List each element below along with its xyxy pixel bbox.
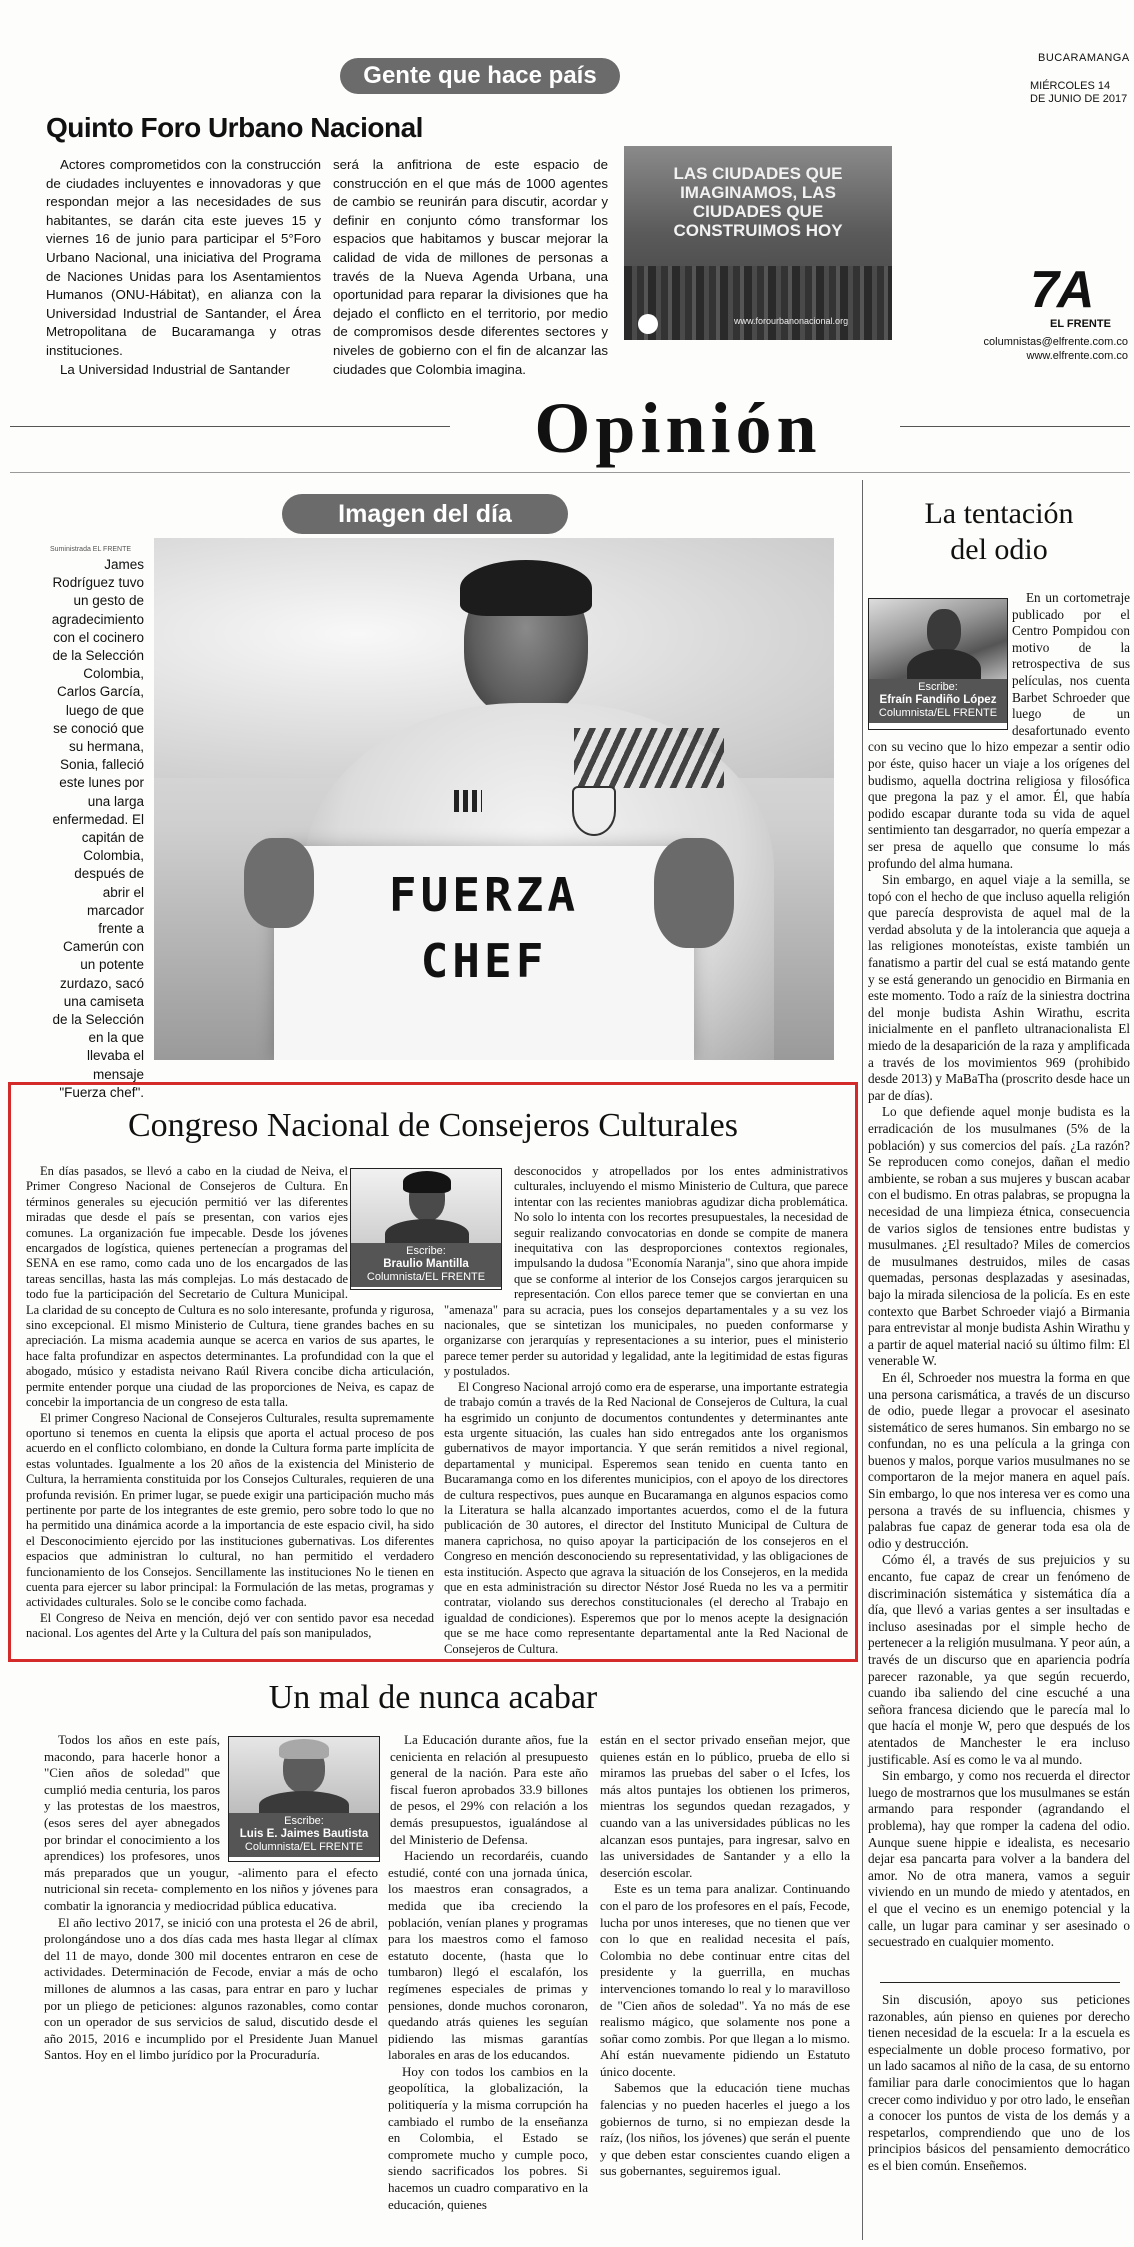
congreso-right-p2: El Congreso Nacional arrojó como era de esperarse, una importante estrategia de trabajo común a través de la Red Nacional de Consejeros de Cultura, la cual ha esgrimido un conjunto de documentos contundentes y determinantes ante esta urgente situación, las cuales han sido entregados ante los organismos gubernativos de mayor importancia. Y que serán remitidos a nivel regional, departamental y municipal. Esperemos sean tenido en cuenta tanto en Bucaramanga como en los diferentes municipios, con el apoyo de los directores de cultura respectivos, pues aunque en Bucaramanga en algunos espacios como la Literatura se halla alcanzado importantes acuerdos, como el de la futura publicación de 30 autores, el director del Instituto Municipal de Cultura de manera caprichosa, no quiso apoyar la participación de los consejeros en el Congreso en mención desconociendo su representatividad, y las obligaciones de esta institución. Aspecto que agrava la situación de los Consejeros, en la medida que en esta administración su director Néstor José Rueda no les va a permitir contratar, violando sus derechos constitucionales (el derecho al Trabajo en igualdad de condiciones). Esperemos que por lo menos acepte la designación que se me hace como representante departamental ante la Red Nacional de Consejeros de Cultura. <box>444 1379 848 1656</box>
tentacion-p6: Sin embargo, y como nos recuerda el director luego de mostrarnos que los musulmanes se están armando para responder (agrandando el problema), hay que romper la cadena del odio. Aunque suene hippie e idealista, es necesario dejar esa pancarta para volver a la bandera del amor. No de otra manera, vamos a seguir viviendo en un mundo de miedo y atentados, en el que el vecino es un enemigo potencial y la calle, un lugar para caminar y ser asesinado o secuestrado en cualquier momento. <box>868 1768 1130 1950</box>
column-divider <box>862 480 863 2240</box>
congreso-left-p2: El primer Congreso Nacional de Consejeros Culturales, resulta supremamente oportuno si tenemos en cuenta la elipsis que aporta el actual proceso de pos acuerdo en el conflicto colombiano, en donde la Cultura forma parte implícita de estas voluntades. Igualmente a los 20 años de la existencia del Ministerio de Cultura, la herramienta constituida por los Consejos Culturales, requieren de una profunda revisión. En primer lugar, se puede exigir una participación mucho más pertinente por parte de los integrantes de este gremio, pero sobre todo lo que no ha permitido una dinámica acorde a la importancia de este espacio civil, ha sido el Desconocimiento ejercido por las instituciones gubernativas. Los diferentes espacios que administran lo cultural, no han permitido el verdadero funcionamiento de los Consejos. Sencillamente las instituciones No le tienen en cuenta para ejercer su labor principal: la Formulación de las metas, programas y actividades culturales. Solo se le concibe como fachada. <box>26 1410 434 1610</box>
tentacion-body <box>868 590 1130 1951</box>
date-line-2: DE JUNIO DE 2017 <box>1030 93 1128 105</box>
mal-c1-p2: El año lectivo 2017, se inició con una protesta el 26 de abril, prolongándose uno a dos días cada mes hasta llegar al clímax del 11 de mayo, donde 300 mil docentes entraron en cese de actividades. Determinación de Fecode, enviar a más de ocho millones de alumnos a las casas, para entrar en paro y luchar por un pliego de peticiones: algunos razonables, como contar con un operador de sus servicios de salud, discutido desde el año 2015, 2016 e incumplido por el Presidente Juan Manuel Santos. Hoy en el limbo jurídico por la Procuraduría. <box>44 1914 378 2063</box>
congreso-left-p3: El Congreso de Neiva en mención, dejó ver con sentido pavor esa necedad nacional. Los agentes del Arte y la Cultura del país son manipulados, <box>26 1610 434 1641</box>
tentacion-title <box>868 496 1130 568</box>
congreso-left-column <box>26 1164 434 1642</box>
columnist-email[interactable]: columnistas@elfrente.com.co <box>983 336 1128 348</box>
mal-author-name: Luis E. Jaimes Bautista <box>239 1828 369 1840</box>
congreso-right-column <box>444 1164 848 1657</box>
forum-poster <box>624 146 892 340</box>
newspaper-name: EL FRENTE <box>1050 318 1111 330</box>
mal-title: Un mal de nunca acabar <box>268 1679 598 1716</box>
congreso-right-p1: desconocidos y atropellados por los entes administrativos culturales, incluyendo el mismo Ministerio de Cultura, que parece intentar con las recientes maniobras agudizar dicha problemática. No solo lo intenta con los recortes presupuestales, la necesidad de seguir realizando convocatorias en donde se compite de manera inequitativa con las desproporciones contextos regionales, impulsando la dudosa "Economía Naranja", sino que ahora impide que se conforme al interior de los Consejos cargos jerarquicen su representación. Con ellos parece temer que se conviertan en una "amenaza" para su acracia, pues los consejos departamentales y a su vez los nacionales, que se sintetizan los municipales, no pueden conformarse y organizarse con jerarquías y representaciones a su interior, pues el ministerio parece temer perder su autoridad y legalidad, ante la legitimidad de estas figuras y postulados. <box>444 1164 848 1379</box>
tentacion-p2: Sin embargo, en aquel viaje a la semilla, se topó con el hecho de que incluso aquella religión que parecía desprovista de aquel mal de la verdad absoluta y de la intolerancia que aqueja a las religiones monoteístas, existe también un fanatismo a partir del cual se está matando gente y se está generando un genocidio en Birmania en este momento. Todo a raíz de la siniestra doctrina del monje budista Ashin Wirathu, escrita inicialmente en el panfleto ultranacionalista El miedo de la desaparición de la raza y amplificada a través de los movimientos 969 (prohibido desde 2013) y MaBaTha (proscrito desde hace un par de días). <box>868 872 1130 1103</box>
congreso-float-spacer-2 <box>444 1164 514 1290</box>
tentacion-title-line-2: del odio <box>950 533 1048 566</box>
congreso-author-label: Escribe: <box>406 1245 446 1257</box>
jersey-crest <box>572 786 616 836</box>
james-rodriguez-photo <box>154 538 834 1060</box>
mal-c1-p1: Todos los años en este país, macondo, para hacerle honor a "Cien años de soledad" que cumplió media centuria, los paros y las protestas de los maestros, (esos seres del ayer abnegados por brindar el conocimiento a los aprendices) los profesores, unos más preparados que un yougur, -alimento para el efecto nutricional sin receta- complemento en los niños y jóvenes para combatir la ignorancia y mediocridad pública educativa. <box>44 1732 378 1913</box>
mal-c2-p1: La Educación durante años, fue la cenicienta en relación al presupuesto general de la nación. Para este año fiscal fueron aprobados 33.9 billones de pesos, el 29% con relación a los demás presupuestos, igualándose al del Ministerio de Defensa. <box>390 1732 588 1847</box>
held-shirt <box>274 846 694 1060</box>
held-shirt-text-1: FUERZA <box>388 868 580 922</box>
player-hand-left <box>244 838 314 928</box>
opinion-section-title: Opinión <box>534 388 822 468</box>
gente-col-1-tail: La Universidad Industrial de Santander <box>60 361 290 377</box>
poster-logo <box>638 314 658 334</box>
jersey-shoulder-stripes <box>574 728 724 788</box>
tentacion-author-role: Columnista/EL FRENTE <box>878 707 998 719</box>
tentacion-p1: En un cortometraje publicado por el Centro Pompidou con motivo de la retrospectiva de sus películas, nos cuenta Barbet Schroeder que luego de un desafortunado evento con su vecino que lo hizo empezar a sentir odio por éste, quiso hacer un viaje a los orígenes del budismo, aquella doctrina religiosa y filosófica que pregona la paz y el amor. Él, que había podido escapar durante toda su vida de aquel sentimiento tan desgarrador, no quería empezar a ser presa de aquello que consume lo más profundo del alma humana. <box>868 590 1130 871</box>
tentacion-p5: Cómo él, a través de sus prejuicios y su encanto, fue capaz de crear un fenómeno de discriminación sistemática y sistemática día a día, que llevó a varias gentes a ser insultadas e incluso asesinadas por el simple hecho de pertenecer a la religión musulmana. Y peor aún, a través de un discurso que en apariencia podría parecer razonable, ya que según recuerdo, cuando iba saliendo del cine escuché a una señora francesa diciendo que le parecía mal lo que hacía el monje W, pero que después de los atentados de Manchester le era incluso justificable. Así es como le va al mundo. <box>868 1552 1130 1767</box>
tentacion-author-name: Efraín Fandiño López <box>879 694 997 706</box>
header-city: BUCARAMANGA <box>1038 52 1130 64</box>
tentacion-end-rule <box>880 1982 1120 1983</box>
mal-c2-p2: Haciendo un recordaréis, cuando estudié, conté con una jornada única, los maestros eran consagrados, a medida que iba creciendo la población, venían planes y programas para los maestros como el famoso estatuto docente, (hasta que lo tumbaron) llegó el escalafón, los regímenes especiales de primas y pensiones, donde muchos coronaron, quedando atrás quienes les seguían pidiendo las mismas garantías laborales en aras de los educandos. <box>388 1848 588 2063</box>
jersey-adidas-logo <box>454 790 482 812</box>
mal-c3-p1: están en el sector privado enseñan mejor, que quienes están en lo público, prueba de ello si miramos las pruebas del saber o el Icfes, los más altos puntajes los obtienen los primeros, mientras los segundos quedan rezagados, y cuando van a las universidades públicas no les alcanzan esos puntajes, para ingresar, salvo en las universidades de Santander y a ello la deserción escolar. <box>600 1732 850 1880</box>
tentacion-title-line-1: La tentación <box>924 497 1074 530</box>
tentacion-p4: En él, Schroeder nos muestra la forma en que una persona carismática, a través de un discurso de odio, puede llegar a provocar el asesinato sistemático de seres humanos. Sin embargo no se confundan, no es una película a la gringa con buenos y malos, porque varios musulmanes no se comportaron de la mejor manera en aquel país. Sin embargo, lo que nos interesa ver es como una persona a través de su influencia, chismes y palabras fue capaz de generar toda esa ola de odio y destrucción. <box>868 1369 1130 1551</box>
player-hair <box>460 560 592 616</box>
poster-headline: LAS CIUDADES QUE IMAGINAMOS, LAS CIUDADES QUE CONSTRUIMOS HOY <box>673 164 843 240</box>
gente-col-2 <box>333 156 608 379</box>
congreso-title: Congreso Nacional de Consejeros Culturales <box>128 1107 738 1144</box>
mal-column-1 <box>44 1732 378 2064</box>
mal-c3-p2: Este es un tema para analizar. Continuando con el paro de los profesores en el país, Fecode, lucha por unos intereses, que no tienen que ver con lo que en realidad necesita el país, Colombia no debe continuar entre citas del presidente y la guerrilla, en muchas intervenciones tomando lo real y lo maravilloso de "Cien años de soledad". Ya no más de ese realismo mágico, que solamente nos pone a soñar como zombis. Por que llegan a lo mismo. Ahí están nuevamente pidiendo un Estatuto único docente. <box>600 1881 850 2079</box>
mal-float-spacer <box>220 1732 378 1864</box>
opinion-rule-right <box>900 426 1130 427</box>
photo-credit: Suministrada EL FRENTE <box>50 546 132 553</box>
congreso-author-name: Braulio Mantilla <box>383 1258 469 1270</box>
opinion-rule-left <box>10 426 450 427</box>
mal-column-3 <box>600 1732 850 2180</box>
opinion-bottom-rule <box>10 472 1130 473</box>
gente-title: Quinto Foro Urbano Nacional <box>46 112 423 143</box>
tentacion-p7: Sin discusión, apoyo sus peticiones razonables, aún pienso en quienes por derecho tienen necesidad de la escuela: Ir a la escuela es especialmente un doble proceso formativo, por un lado sacamos al niño de la casa, de su entorno familiar para darle conocimientos que lo hagan crecer como individuo y por otro lado, le enseñan a conocer los puntos de vista de los demás y a respetarlos, comprendiendo que uno de los principios básicos del pensamiento democrático es el bien común. Enseñemos. <box>868 1992 1130 2173</box>
mal-author-role: Columnista/EL FRENTE <box>244 1841 364 1853</box>
congreso-float-spacer <box>348 1164 434 1290</box>
imagen-banner: Imagen del día <box>282 494 568 534</box>
website-link[interactable]: www.elfrente.com.co <box>1026 350 1128 362</box>
tentacion-body-continued <box>868 1992 1130 2175</box>
header-date <box>1030 80 1130 106</box>
poster-url: www.forourbanonacional.org <box>734 316 849 326</box>
tentacion-float-spacer <box>868 590 1012 728</box>
congreso-author-role: Columnista/EL FRENTE <box>366 1271 486 1283</box>
gente-banner: Gente que hace país <box>340 58 620 94</box>
gente-col-2-text: será la anfitriona de este espacio de construcción en el que más de 1000 agentes de cambio se reunirán para discutir, acordar y definir en conjunto cómo transformar los espacios que habitamos y buscar mejorar la calidad de vida de millones de personas a través de la Nueva Agenda Urbana, una oportunidad para reparar la divisiones que ha dejado el conflicto en el territorio, por medio de compromisos desde diferentes sectores y niveles de gobierno con el fin de alcanzar las ciudades que Colombia imagina. <box>333 157 608 377</box>
tentacion-p3: Lo que defiende aquel monje budista es la erradicación de los musulmanes (5% de la población) y sus comercios del país. ¿La razón? Se reproducen como conejos, dañan el medio ambiente, se roban a sus mujeres y buscan acabar con el budismo. En otras palabras, se propugna la necesidad de una limpieza étnica, consecuencia de varios siglos de tensiones entre budistas y musulmanes. ¿El resultado? Miles de comercios de musulmanes destruidos, miles de casas quemadas, personas desplazadas y asesinadas, bajo la mirada silenciosa de la policía. Es en este contexto que Barbet Schroeder viajó a Birmania para entrevistar al monje budista Ashin Wirathu y a partir de aquel material nació su último film: El venerable W. <box>868 1104 1130 1369</box>
date-line-1: MIÉRCOLES 14 <box>1030 80 1111 92</box>
gente-col-1-text: Actores comprometidos con la construcción de ciudades incluyentes e innovadoras y que respondan mejor a las necesidades de sus habitantes, se darán cita este jueves 15 y viernes 16 de junio para participar el 5°Foro Urbano Nacional, una iniciativa del Programa de Naciones Unidas para los Asentamientos Humanos (ONU-Hábitat), en alianza con la Universidad Industrial de Santander, el Área Metropolitana de Bucaramanga y otras instituciones. <box>46 157 321 358</box>
mal-author-label: Escribe: <box>284 1815 324 1827</box>
held-shirt-text-2: CHEF <box>420 934 548 988</box>
photo-caption: James Rodríguez tuvo un gesto de agradecimiento con el cocinero de la Selección Colombia, Carlos García, luego de que se conoció que su hermana, Sonia, falleció este lunes por una larga enfermedad. El capitán de Colombia, después de abrir el marcador frente a Camerún con un potente zurdazo, sacó una camiseta de la Selección en la que llevaba el mensaje "Fuerza chef". <box>51 557 144 1100</box>
congreso-left-p1: En días pasados, se llevó a cabo en la ciudad de Neiva, el Primer Congreso Nacional de Consejeros de Cultura. En términos generales su ejecución permitió ver las diferentes miradas que desde el país se presentan, con varios ejes comunes. La organización fue impecable. Desde los jóvenes encargados de logística, quienes pertenecían a programas del SENA en ese ramo, como cada uno de los encargados de las tareas sencillas, hasta las más complejas. Lo más destacado de todo fue la participación del Secretario de Cultura Municipal. La claridad de su concepto de Cultura es no solo interesante, profunda y rigurosa, sino excepcional. El mismo Ministerio de Cultura, tiene grandes baches en su apreciación. La misma academia aunque se acerca en varios de sus apartes, le hace falta profundizar en aspectos determinantes. La profundidad con la que el abogado, músico y estadista neivano Raúl Rivera concibe dicha articulación, permite entender porque una ciudad de las proporciones de Neiva, es capaz de concebir la importancia de un congreso de esta talla. <box>26 1164 434 1410</box>
mal-c3-p3: Sabemos que la educación tiene muchas falencias y no pueden hacerles el juego a los gobiernos de turno, si no empiezan desde la raíz, (los niños, los jóvenes) que serán el puente y que deben estar conscientes cuando eligen a sus gobernantes, seguiremos igual. <box>600 2080 850 2179</box>
mal-column-2 <box>388 1732 588 2213</box>
mal-c2-p3: Hoy con todos los cambios en la geopolítica, la globalización, la politiquería y la misma corrupción ha cambiado el rumbo de la enseñanza en Colombia, el Estado se compromete mucho y cumple poco, siendo sacrificados los pobres. Si hacemos un cuadro comparativo en la educación, quienes <box>388 2063 588 2212</box>
player-hand-right <box>654 838 734 948</box>
gente-col-1 <box>46 156 321 379</box>
page-number: 7A <box>1030 261 1093 319</box>
tentacion-author-label: Escribe: <box>918 681 958 693</box>
poster-skyline <box>624 266 892 340</box>
